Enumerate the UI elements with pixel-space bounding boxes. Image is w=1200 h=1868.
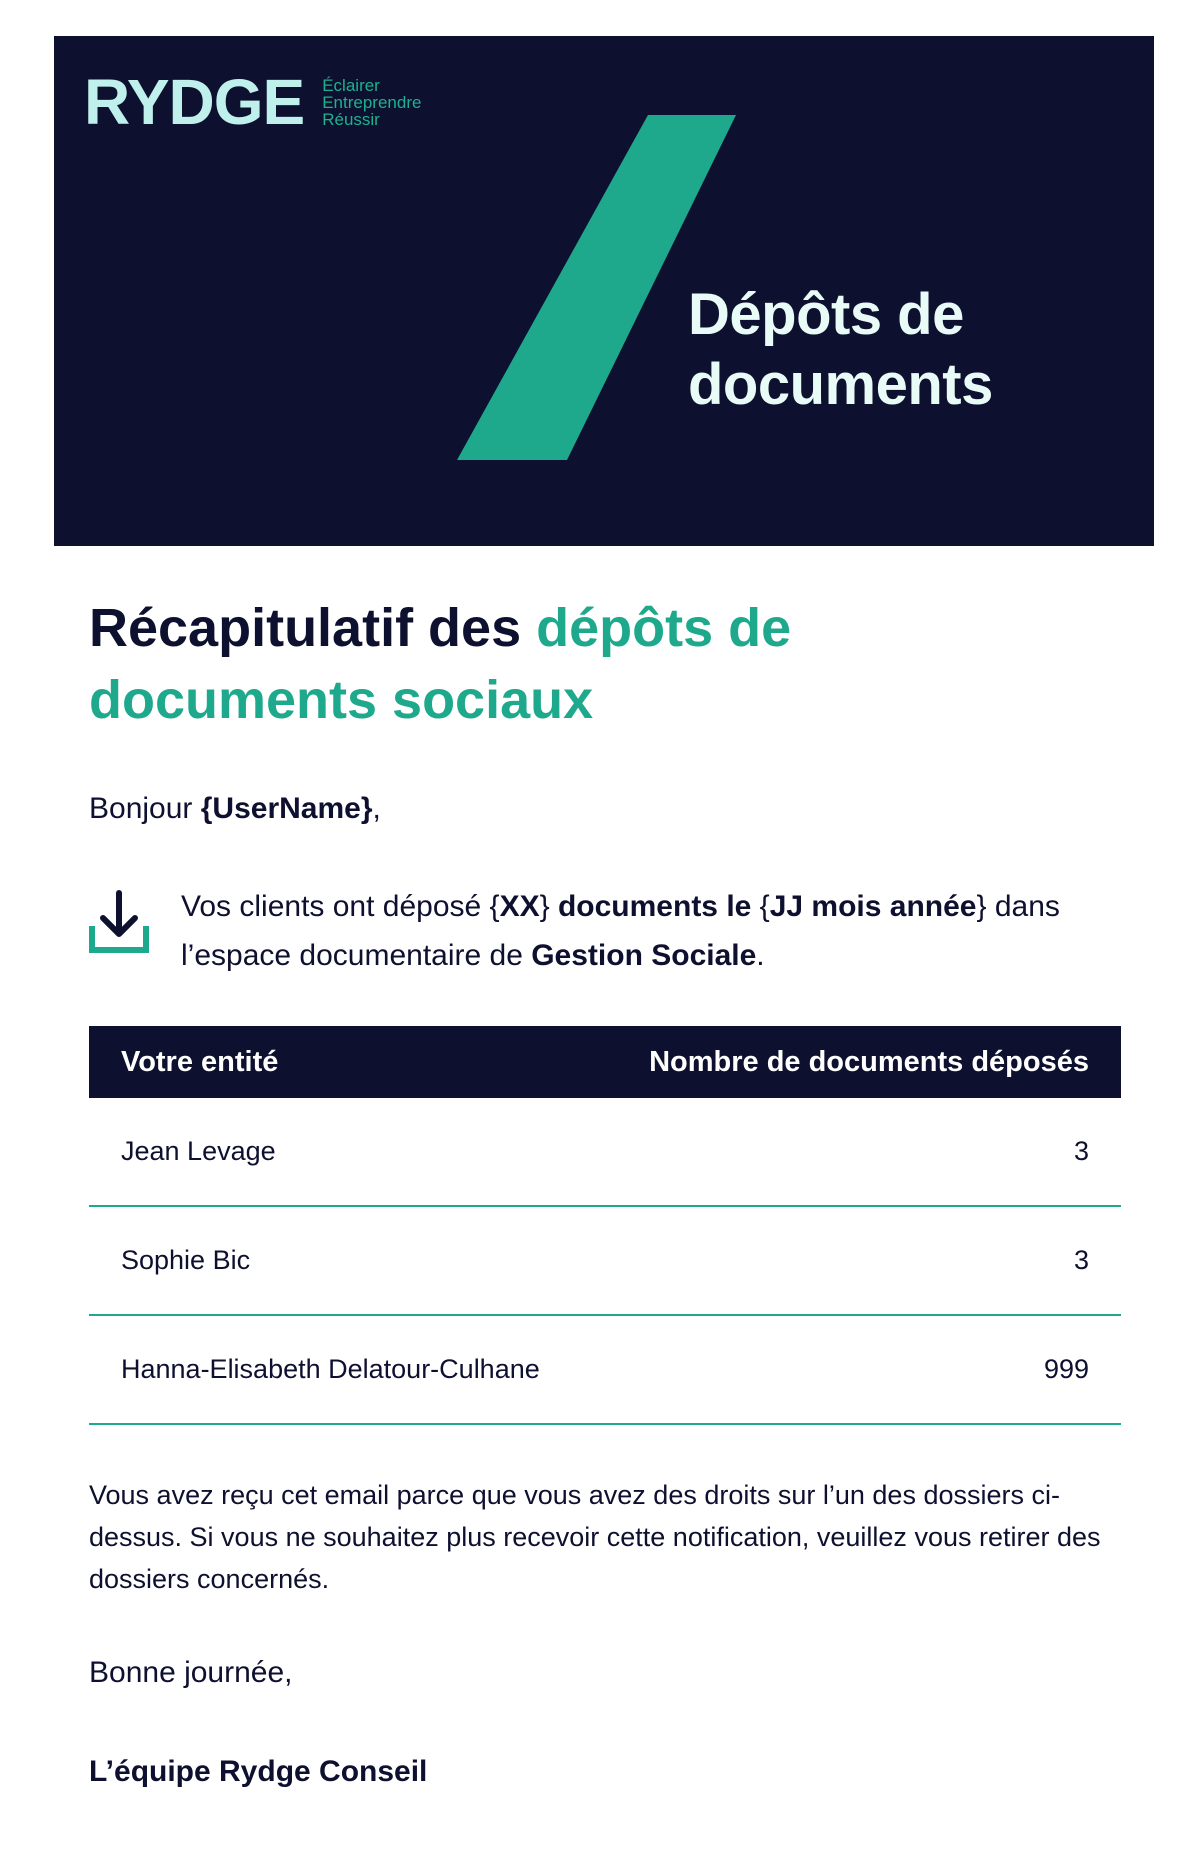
greeting-prefix: Bonjour <box>89 792 201 825</box>
column-header-count: Nombre de documents déposés <box>594 1026 1121 1098</box>
tagline-line: Éclairer <box>322 76 380 95</box>
notice-count: XX <box>499 890 540 923</box>
column-header-entity: Votre entité <box>89 1026 594 1098</box>
table-row <box>89 1206 1121 1315</box>
notice-segment: { <box>751 890 770 923</box>
title-part: Récapitulatif des <box>89 598 537 658</box>
banner-title <box>688 280 993 420</box>
download-tray-icon <box>89 888 149 958</box>
unsubscribe-note: Vous avez reçu cet email parce que vous avez des droits sur l’un des dossiers ci-dessus. Si vous ne souhaitez plus recevoir cette notification, veuillez vous retirer des dossiers concernés. <box>89 1480 1101 1594</box>
entity-cell: Sophie Bic <box>89 1206 594 1315</box>
page-title <box>89 592 1089 736</box>
logo-wordmark: RYDGE <box>84 66 305 138</box>
notice-space-name: Gestion Sociale <box>531 939 757 972</box>
greeting <box>89 786 381 832</box>
tagline-line: Réussir <box>322 110 380 129</box>
count-cell: 3 <box>594 1206 1121 1315</box>
notice-segment: . <box>756 939 765 972</box>
notice-date: JJ mois année <box>769 890 977 923</box>
notice-segment: { <box>489 890 500 923</box>
notice-segment: } dans l’espace documentaire de <box>181 890 1060 972</box>
entity-cell: Hanna-Elisabeth Delatour-Culhane <box>89 1315 594 1424</box>
title-accent: dépôts de documents sociaux <box>89 598 792 730</box>
entity-cell: Jean Levage <box>89 1098 594 1206</box>
table-header-row <box>89 1026 1121 1098</box>
tagline-line: Entreprendre <box>322 93 422 112</box>
count-cell: 3 <box>594 1098 1121 1206</box>
header-banner <box>54 36 1154 546</box>
notice-segment-bold: documents le <box>557 890 752 923</box>
table-row <box>89 1098 1121 1206</box>
notice-segment: Vos clients ont déposé <box>181 890 490 923</box>
banner-title-line: Dépôts de <box>688 282 964 347</box>
greeting-username: {UserName} <box>200 792 373 825</box>
greeting-suffix: , <box>372 792 381 825</box>
closing-text: Bonne journée, <box>89 1656 293 1689</box>
deposits-table <box>89 1026 1121 1425</box>
table-row <box>89 1315 1121 1424</box>
banner-title-line: documents <box>688 352 993 417</box>
notice-text <box>181 882 1081 980</box>
notice-segment: } <box>539 890 558 923</box>
signature: L’équipe Rydge Conseil <box>89 1755 428 1788</box>
count-cell: 999 <box>594 1315 1121 1424</box>
